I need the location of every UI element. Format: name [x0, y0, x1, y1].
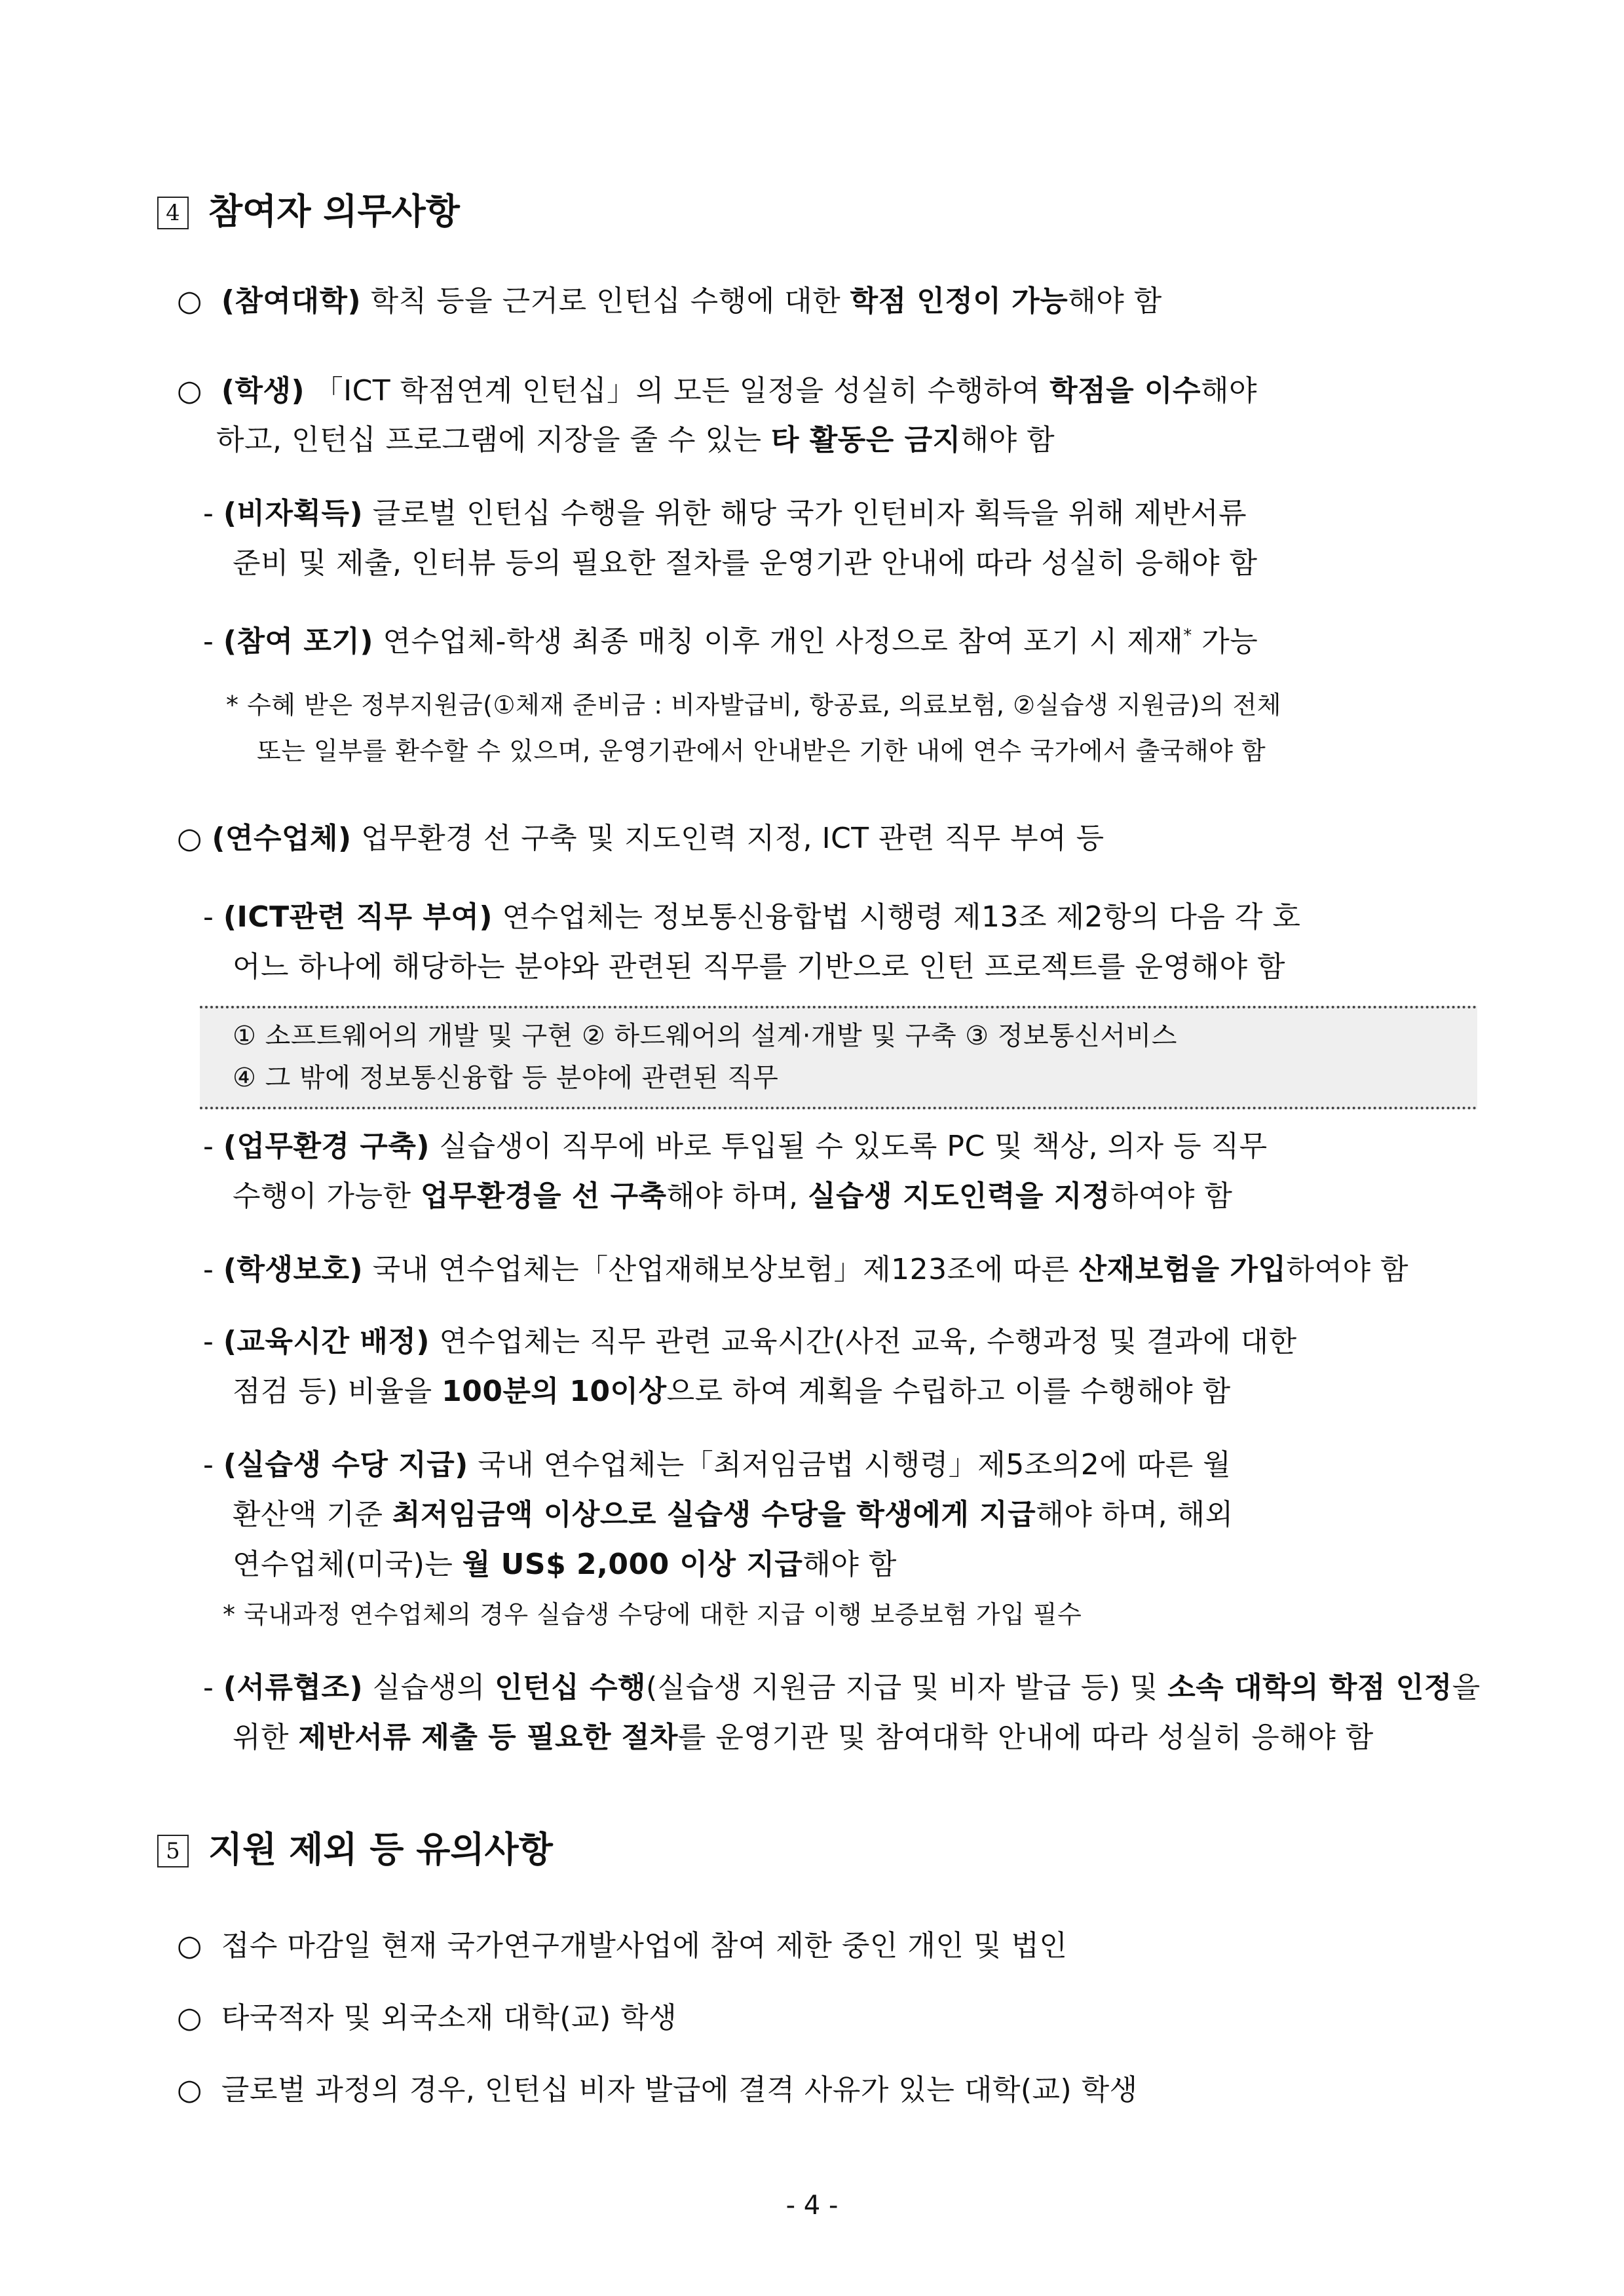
list-item: ○ 타국적자 및 외국소재 대학(교) 학생: [177, 2001, 677, 2035]
sub-item-student-protect: - (학생보호) 국내 연수업체는「산업재해보상보험」제123조에 따른 산재보험을 가입하여야 함: [203, 1253, 1409, 1286]
bullet-item-university: ○ (참여대학) 학칙 등을 근거로 인턴십 수행에 대한 학점 인정이 가능해야 함: [177, 284, 1162, 318]
sub-item-allowance-cont-2: 연수업체(미국)는 월 US$ 2,000 이상 지급해야 함: [233, 1548, 897, 1581]
page-number: - 4 -: [785, 2191, 839, 2221]
note-give-up: * 수혜 받은 정부지원금(①체재 준비금 : 비자발급비, 항공료, 의료보험, ②실습생 지원금)의 전체: [226, 691, 1281, 719]
sub-item-give-up: - (참여 포기) 연수업체-학생 최종 매칭 이후 개인 사정으로 참여 포기 시 제재* 가능: [203, 624, 1258, 659]
sub-item-ict-job: - (ICT관련 직무 부여) 연수업체는 정보통신융합법 시행령 제13조 제2항의 다음 각 호: [203, 900, 1301, 934]
sub-item-ict-job-cont: 어느 하나에 해당하는 분야와 관련된 직무를 기반으로 인턴 프로젝트를 운영해야 함: [233, 950, 1285, 984]
section-title: 참여자 의무사항: [208, 191, 460, 232]
sub-item-visa: - (비자획득) 글로벌 인턴십 수행을 위한 해당 국가 인턴비자 획득을 위해 제반서류: [203, 497, 1247, 530]
note-allowance: * 국내과정 연수업체의 경우 실습생 수당에 대한 지급 이행 보증보험 가입 필수: [223, 1600, 1082, 1629]
sub-item-allowance-cont-1: 환산액 기준 최저임금액 이상으로 실습생 수당을 학생에게 지급해야 하며, 해외: [233, 1498, 1234, 1531]
sub-item-work-env: - (업무환경 구축) 실습생이 직무에 바로 투입될 수 있도록 PC 및 책상, 의자 등 직무: [203, 1130, 1268, 1163]
list-item: ○ 글로벌 과정의 경우, 인턴십 비자 발급에 결격 사유가 있는 대학(교) 학생: [177, 2073, 1138, 2107]
bullet-item-company: ○ (연수업체) 업무환경 선 구축 및 지도인력 지정, ICT 관련 직무 부여 등: [177, 822, 1105, 855]
sub-item-edu-time: - (교육시간 배정) 연수업체는 직무 관련 교육시간(사전 교육, 수행과정 및 결과에 대한: [203, 1325, 1297, 1358]
section-title: 지원 제외 등 유의사항: [208, 1829, 553, 1870]
sub-item-docs: - (서류협조) 실습생의 인턴십 수행(실습생 지원금 지급 및 비자 발급 등) 및 소속 대학의 학점 인정을: [203, 1671, 1481, 1704]
bullet-item-student: ○ (학생) 「ICT 학점연계 인턴십」의 모든 일정을 성실히 수행하여 학점을 이수해야: [177, 374, 1258, 408]
field-list-box: [200, 1006, 1477, 1109]
sub-item-edu-time-cont: 점검 등) 비율을 100분의 10이상으로 하여 계획을 수립하고 이를 수행해야 함: [233, 1375, 1231, 1408]
note-give-up-cont: 또는 일부를 환수할 수 있으며, 운영기관에서 안내받은 기한 내에 연수 국가에서 출국해야 함: [257, 737, 1266, 765]
list-item: ○ 접수 마감일 현재 국가연구개발사업에 참여 제한 중인 개인 및 법인: [177, 1929, 1068, 1962]
field-list-line-1: ① 소프트웨어의 개발 및 구현 ② 하드웨어의 설계·개발 및 구축 ③ 정보통신서비스: [233, 1021, 1177, 1051]
sub-item-work-env-cont: 수행이 가능한 업무환경을 선 구축해야 하며, 실습생 지도인력을 지정하여야 함: [233, 1179, 1233, 1213]
sub-item-visa-cont: 준비 및 제출, 인터뷰 등의 필요한 절차를 운영기관 안내에 따라 성실히 응해야 함: [233, 546, 1258, 580]
sub-item-docs-cont: 위한 제반서류 제출 등 필요한 절차를 운영기관 및 참여대학 안내에 따라 성실히 응해야 함: [233, 1721, 1374, 1754]
field-list-line-2: ④ 그 밖에 정보통신융합 등 분야에 관련된 직무: [233, 1063, 779, 1093]
bullet-item-student-cont: 하고, 인턴십 프로그램에 지장을 줄 수 있는 타 활동은 금지해야 함: [216, 423, 1055, 457]
sub-item-allowance: - (실습생 수당 지급) 국내 연수업체는「최저임금법 시행령」제5조의2에 따른 월: [203, 1448, 1232, 1482]
section-number-box: 5: [157, 1835, 189, 1867]
section-number-box: 4: [157, 197, 189, 229]
